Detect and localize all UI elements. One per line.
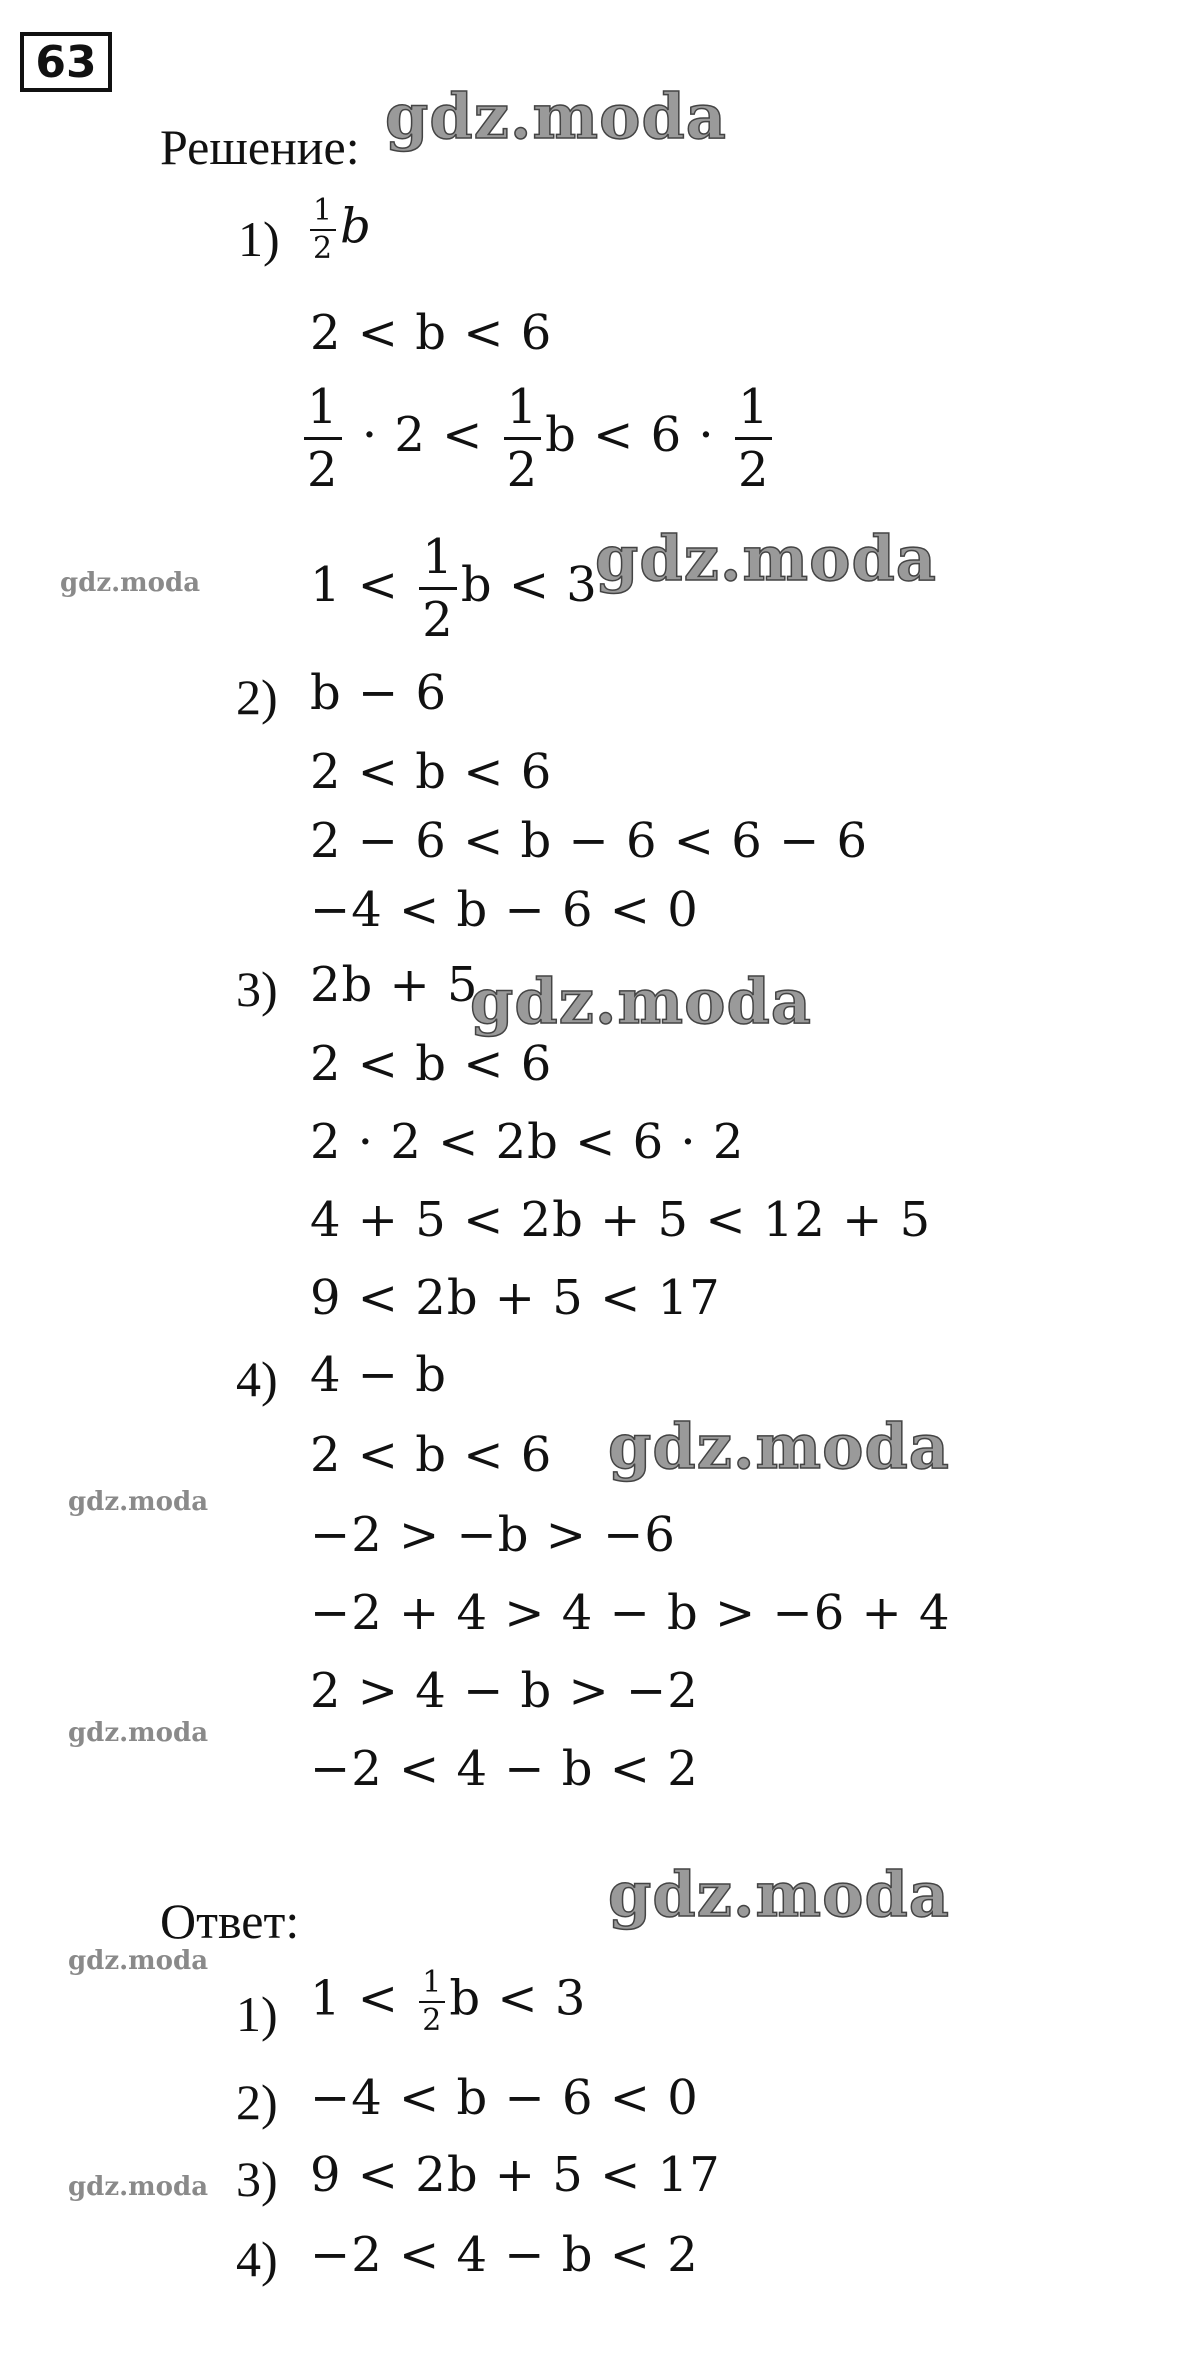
- part-4-line-1: 2 < b < 6: [310, 1427, 553, 1483]
- answer-4-number: 4): [236, 2231, 278, 2287]
- watermark: gdz.moda: [60, 568, 201, 598]
- fraction-one-half: $\frac{1}{2}$: [310, 196, 336, 264]
- part-2-title: b − 6: [310, 665, 447, 721]
- part-1-line-2: $\frac{1}{2}$ · 2 < $\frac{1}{2}$ b < 6 · $\frac{1}{2}$: [300, 383, 776, 494]
- watermark: gdz.moda: [608, 1410, 950, 1483]
- watermark: gdz.moda: [68, 1946, 209, 1976]
- task-number: 63: [35, 36, 97, 88]
- task-number-box: [20, 32, 112, 92]
- part-1-number: 1): [238, 211, 280, 267]
- part-1-title: [306, 193, 372, 266]
- watermark: gdz.moda: [68, 2172, 209, 2202]
- part-4-line-4: 2 > 4 − b > −2: [310, 1663, 699, 1719]
- watermark: gdz.moda: [608, 1858, 950, 1931]
- part-3-line-2: 2 · 2 < 2b < 6 · 2: [310, 1114, 745, 1170]
- part-3-line-3: 4 + 5 < 2b + 5 < 12 + 5: [310, 1192, 932, 1248]
- watermark: gdz.moda: [68, 1487, 209, 1517]
- part-3-line-4: 9 < 2b + 5 < 17: [310, 1270, 721, 1326]
- part-4-line-2: −2 > −b > −6: [310, 1507, 676, 1563]
- part-4-title: 4 − b: [310, 1347, 447, 1403]
- watermark: gdz.moda: [470, 965, 812, 1038]
- part-3-number: 3): [236, 961, 278, 1017]
- answer-3-number: 3): [236, 2151, 278, 2207]
- answer-2-text: −4 < b − 6 < 0: [310, 2070, 699, 2126]
- answer-heading: Ответ:: [160, 1893, 300, 1949]
- part-1-line-1: 2 < b < 6: [310, 305, 553, 361]
- part-2-line-2: 2 − 6 < b − 6 < 6 − 6: [310, 813, 869, 869]
- answer-2-number: 2): [236, 2074, 278, 2130]
- part-4-line-5: −2 < 4 − b < 2: [310, 1741, 699, 1797]
- watermark: gdz.moda: [68, 1718, 209, 1748]
- part-3-title: 2b + 5: [310, 957, 479, 1013]
- solution-heading: Решение:: [160, 119, 360, 175]
- answer-4-text: −2 < 4 − b < 2: [310, 2227, 699, 2283]
- answer-1-number: 1): [236, 1986, 278, 2042]
- part-4-number: 4): [236, 1351, 278, 1407]
- answer-3-text: 9 < 2b + 5 < 17: [310, 2147, 721, 2203]
- part-2-line-1: 2 < b < 6: [310, 744, 553, 800]
- answer-1-text: 1 < $\frac{1}{2}$ b < 3: [310, 1965, 587, 2038]
- part-4-line-3: −2 + 4 > 4 − b > −6 + 4: [310, 1585, 951, 1641]
- part-1-line-3: 1 < $\frac{1}{2}$ b < 3: [310, 529, 598, 648]
- watermark: gdz.moda: [385, 80, 727, 153]
- part-2-line-3: −4 < b − 6 < 0: [310, 882, 699, 938]
- part-2-number: 2): [236, 669, 278, 725]
- variable-b: b: [340, 198, 372, 255]
- part-3-line-1: 2 < b < 6: [310, 1036, 553, 1092]
- watermark: gdz.moda: [595, 522, 937, 595]
